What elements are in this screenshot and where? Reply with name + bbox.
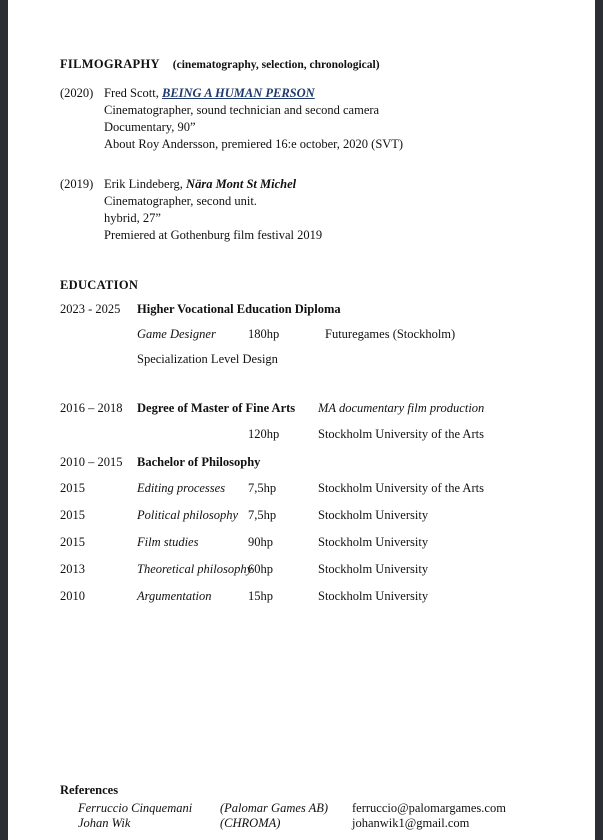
- edu-year: 2015: [60, 508, 85, 522]
- edu-year: 2010: [60, 589, 85, 603]
- education-row-bachelor: [60, 455, 560, 472]
- edu-title: Specialization Level Design: [137, 352, 278, 366]
- edu-institution: Stockholm University: [318, 562, 429, 576]
- film-entry-1-title-link[interactable]: BEING A HUMAN PERSON: [161, 86, 315, 100]
- film-entry-2-director: Erik Lindeberg,: [104, 177, 183, 191]
- reference-name: Johan Wik: [78, 816, 131, 830]
- edu-institution: Stockholm University: [318, 508, 429, 522]
- right-edge-band: [595, 0, 603, 840]
- film-entry-2-credit: [104, 177, 296, 192]
- edu-institution: MA documentary film production: [318, 401, 485, 415]
- education-heading-text: EDUCATION: [60, 278, 139, 292]
- edu-year: 2010 – 2015: [60, 455, 123, 469]
- education-row-editing: [60, 481, 560, 498]
- edu-credits: 120hp: [248, 427, 280, 441]
- edu-credits: 7,5hp: [248, 508, 277, 522]
- edu-title: Theoretical philosophy: [137, 562, 253, 576]
- edu-title: Game Designer: [137, 327, 216, 341]
- edu-title: Higher Vocational Education Diploma: [137, 302, 341, 316]
- film-entry-1-detail-1: Cinematographer, sound technician and second camera: [104, 103, 380, 117]
- reference-row-2: [60, 816, 470, 831]
- film-entry-2-title: Nära Mont St Michel: [186, 177, 297, 191]
- edu-institution: Stockholm University: [318, 535, 429, 549]
- references-block: [60, 783, 506, 831]
- edu-institution: Futuregames (Stockholm): [325, 327, 456, 341]
- edu-year: 2023 - 2025: [60, 302, 121, 316]
- edu-credits: 7,5hp: [248, 481, 277, 495]
- filmography-heading: [60, 57, 380, 72]
- education-row-political-philosophy: [60, 508, 560, 525]
- edu-year: 2016 – 2018: [60, 401, 123, 415]
- reference-email[interactable]: ferruccio@palomargames.com: [352, 801, 506, 815]
- film-entry-1-director: Fred Scott,: [104, 86, 159, 100]
- film-entry-2-detail-1: Cinematographer, second unit.: [104, 194, 257, 208]
- education-row-mfa: [60, 401, 560, 418]
- reference-email[interactable]: johanwik1@gmail.com: [352, 816, 470, 830]
- edu-institution: Stockholm University of the Arts: [318, 481, 484, 495]
- education-row-theoretical-philosophy: [60, 562, 560, 579]
- edu-title: Political philosophy: [137, 508, 239, 522]
- edu-year: 2015: [60, 481, 85, 495]
- edu-credits: 60hp: [248, 562, 273, 576]
- education-row-argumentation: [60, 589, 560, 606]
- education-row-specialization: [60, 352, 560, 369]
- filmography-heading-text: FILMOGRAPHY: [60, 57, 160, 71]
- film-entry-1-credit: [104, 86, 315, 101]
- edu-institution: Stockholm University: [318, 589, 429, 603]
- film-entry-2-detail-3: Premiered at Gothenburg film festival 2019: [104, 228, 323, 242]
- left-edge-band: [0, 0, 8, 840]
- reference-org: (CHROMA): [220, 816, 281, 830]
- education-row-film-studies: [60, 535, 560, 552]
- reference-org: (Palomar Games AB): [220, 801, 329, 815]
- education-row-game-designer: [60, 327, 560, 344]
- cv-page: [8, 0, 595, 840]
- edu-year: 2015: [60, 535, 85, 549]
- education-row-mfa-credits: [60, 427, 560, 444]
- edu-title: Film studies: [137, 535, 199, 549]
- film-entry-1-detail-3: About Roy Andersson, premiered 16:e october, 2020 (SVT): [104, 137, 404, 151]
- edu-title: Degree of Master of Fine Arts: [137, 401, 296, 415]
- edu-year: 2013: [60, 562, 85, 576]
- film-entry-2-year: (2019): [60, 177, 94, 191]
- edu-title: Editing processes: [137, 481, 226, 495]
- film-entry-2-detail-2: hybrid, 27”: [104, 211, 161, 225]
- edu-credits: 180hp: [248, 327, 280, 341]
- education-heading: [60, 278, 138, 293]
- film-entry-1-year: (2020): [60, 86, 94, 100]
- edu-credits: 15hp: [248, 589, 273, 603]
- filmography-heading-note: (cinematography, selection, chronological): [172, 59, 380, 71]
- edu-credits: 90hp: [248, 535, 273, 549]
- education-row-diploma: [60, 302, 560, 319]
- edu-institution: Stockholm University of the Arts: [318, 427, 484, 441]
- reference-name: Ferruccio Cinquemani: [78, 801, 193, 815]
- film-entry-1-detail-2: Documentary, 90”: [104, 120, 196, 134]
- reference-row-1: [60, 801, 506, 816]
- edu-title: Bachelor of Philosophy: [137, 455, 261, 469]
- edu-title: Argumentation: [137, 589, 212, 603]
- references-heading: References: [60, 783, 119, 797]
